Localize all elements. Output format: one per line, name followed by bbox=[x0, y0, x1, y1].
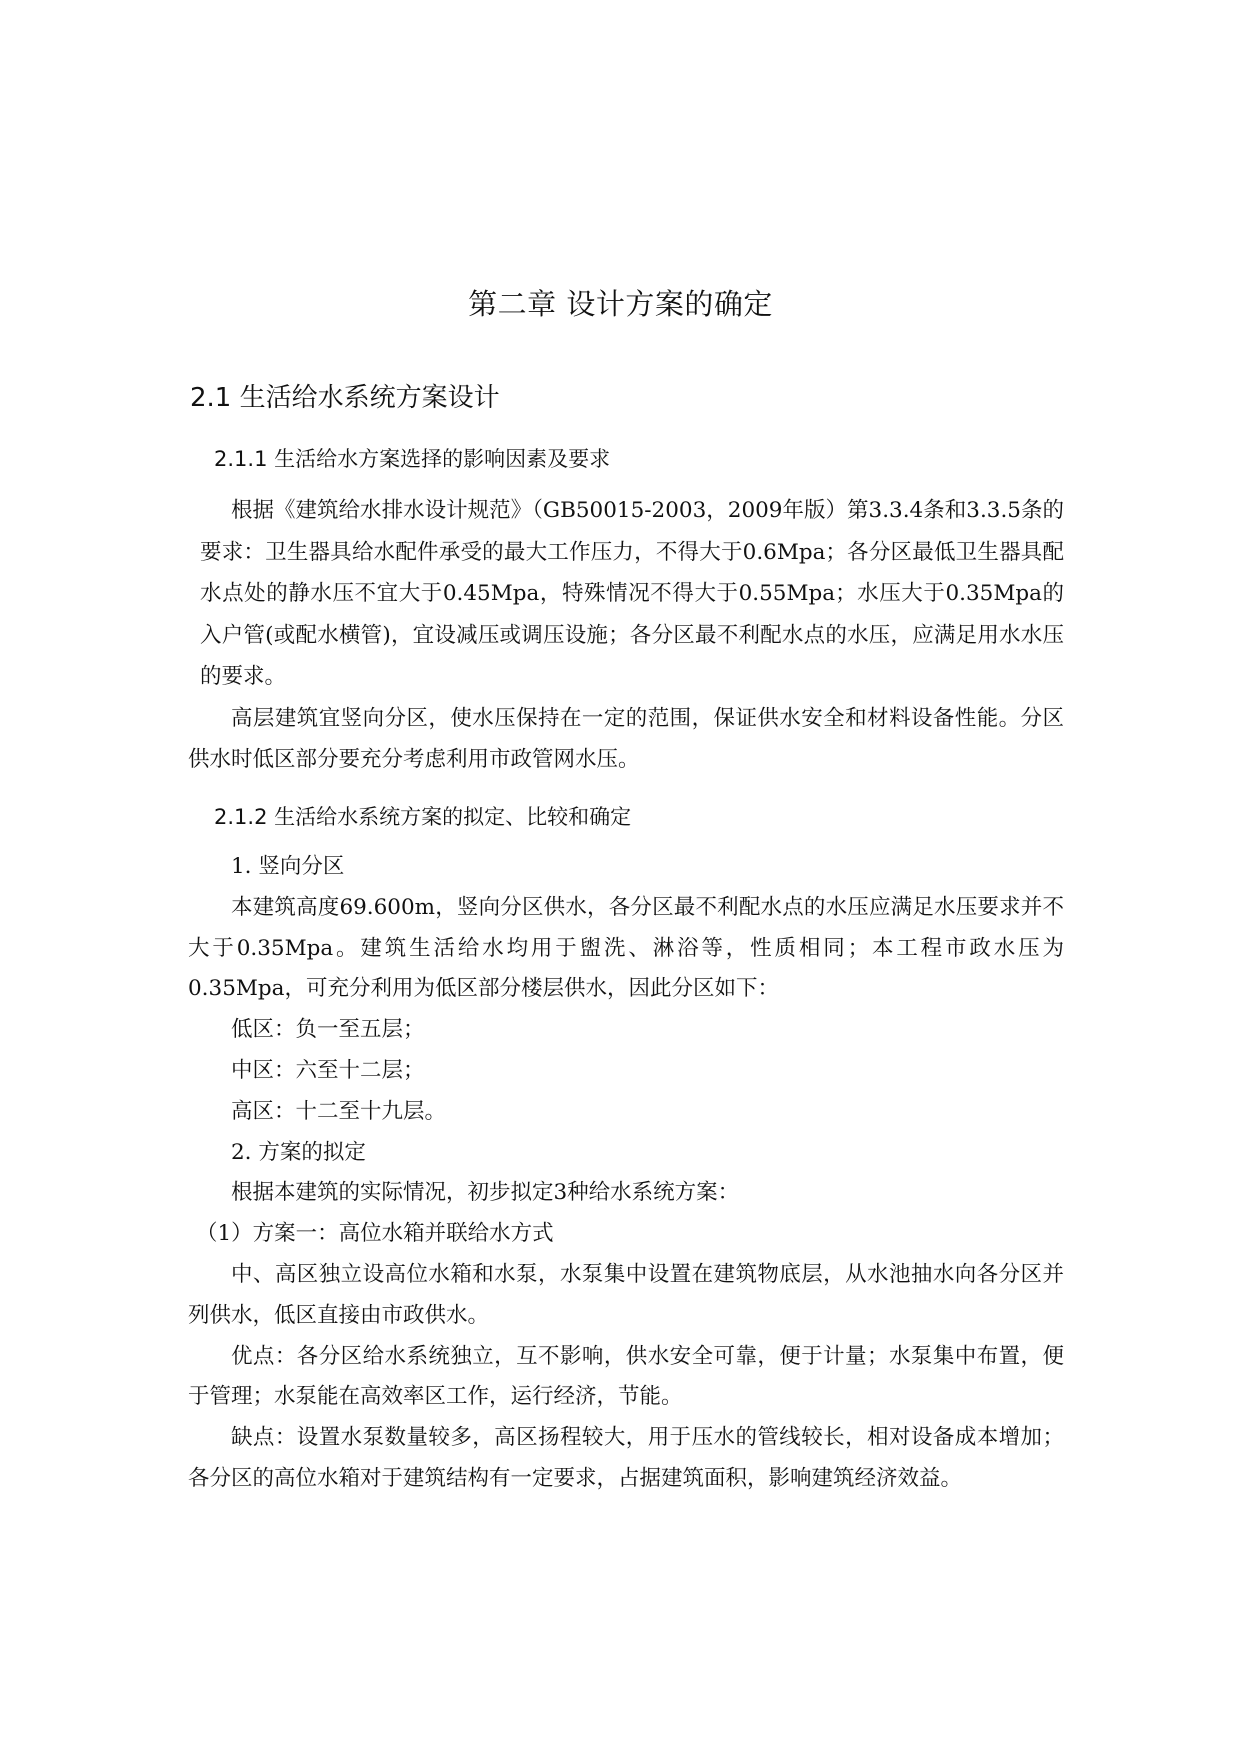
paragraph-building-height: 本建筑高度69.600m，竖向分区供水，各分区最不利配水点的水压应满足水压要求并不大于0.35Mpa。建筑生活给水均用于盥洗、淋浴等，性质相同；本工程市政水压为0.35Mpa，可充分利用为低区部分楼层供水，因此分区如下： bbox=[188, 894, 1064, 1002]
section-heading: 2.1 生活给水系统方案设计 bbox=[190, 383, 500, 413]
zone-high: 高区：十二至十九层。 bbox=[231, 1098, 447, 1124]
zone-low: 低区：负一至五层； bbox=[231, 1017, 425, 1043]
chapter-title: 第二章 设计方案的确定 bbox=[468, 287, 773, 321]
subsection-heading-2-1-1: 2.1.1 生活给水方案选择的影响因素及要求 bbox=[214, 447, 611, 471]
subsection-body-2-1-2 bbox=[188, 847, 1064, 1500]
paragraph-scheme-one: 中、高区独立设高位水箱和水泵，水泵集中设置在建筑物底层，从水池抽水向各分区并列供水，低区直接由市政供水。 bbox=[188, 1261, 1064, 1328]
list-item-scheme-draft: 2. 方案的拟定 bbox=[231, 1139, 366, 1165]
paragraph-vertical-zoning: 高层建筑宜竖向分区，使水压保持在一定的范围，保证供水安全和材料设备性能。分区供水时低区部分要充分考虑利用市政管网水压。 bbox=[188, 705, 1064, 772]
paragraph-advantages: 优点：各分区给水系统独立，互不影响，供水安全可靠，便于计量；水泵集中布置，便于管理；水泵能在高效率区工作，运行经济，节能。 bbox=[188, 1343, 1064, 1410]
scheme-one-heading: （1）方案一：高位水箱并联给水方式 bbox=[196, 1221, 554, 1247]
zone-mid: 中区：六至十二层； bbox=[231, 1057, 425, 1083]
paragraph-scheme-intro: 根据本建筑的实际情况，初步拟定3种给水系统方案： bbox=[231, 1180, 740, 1206]
subsection-body-2-1-1 bbox=[188, 490, 1064, 781]
list-item-vertical-zoning: 1. 竖向分区 bbox=[231, 854, 345, 879]
paragraph-disadvantages: 缺点：设置水泵数量较多，高区扬程较大，用于压水的管线较长，相对设备成本增加；各分区的高位水箱对于建筑结构有一定要求，占据建筑面积，影响建筑经济效益。 bbox=[188, 1425, 1064, 1491]
subsection-heading-2-1-2: 2.1.2 生活给水系统方案的拟定、比较和确定 bbox=[214, 805, 632, 829]
paragraph-design-code: 根据《建筑给水排水设计规范》（GB50015-2003，2009年版）第3.3.4条和3.3.5条的要求：卫生器具给水配件承受的最大工作压力，不得大于0.6Mpa；各分区最低卫生器具配水点处的静水压不宜大于0.45Mpa，特殊情况不得大于0.55Mpa；水压大于0.35Mpa的入户管(或配水横管)，宜设减压或调压设施；各分区最不利配水点的水压，应满足用水水压的要求。 bbox=[200, 498, 1064, 689]
